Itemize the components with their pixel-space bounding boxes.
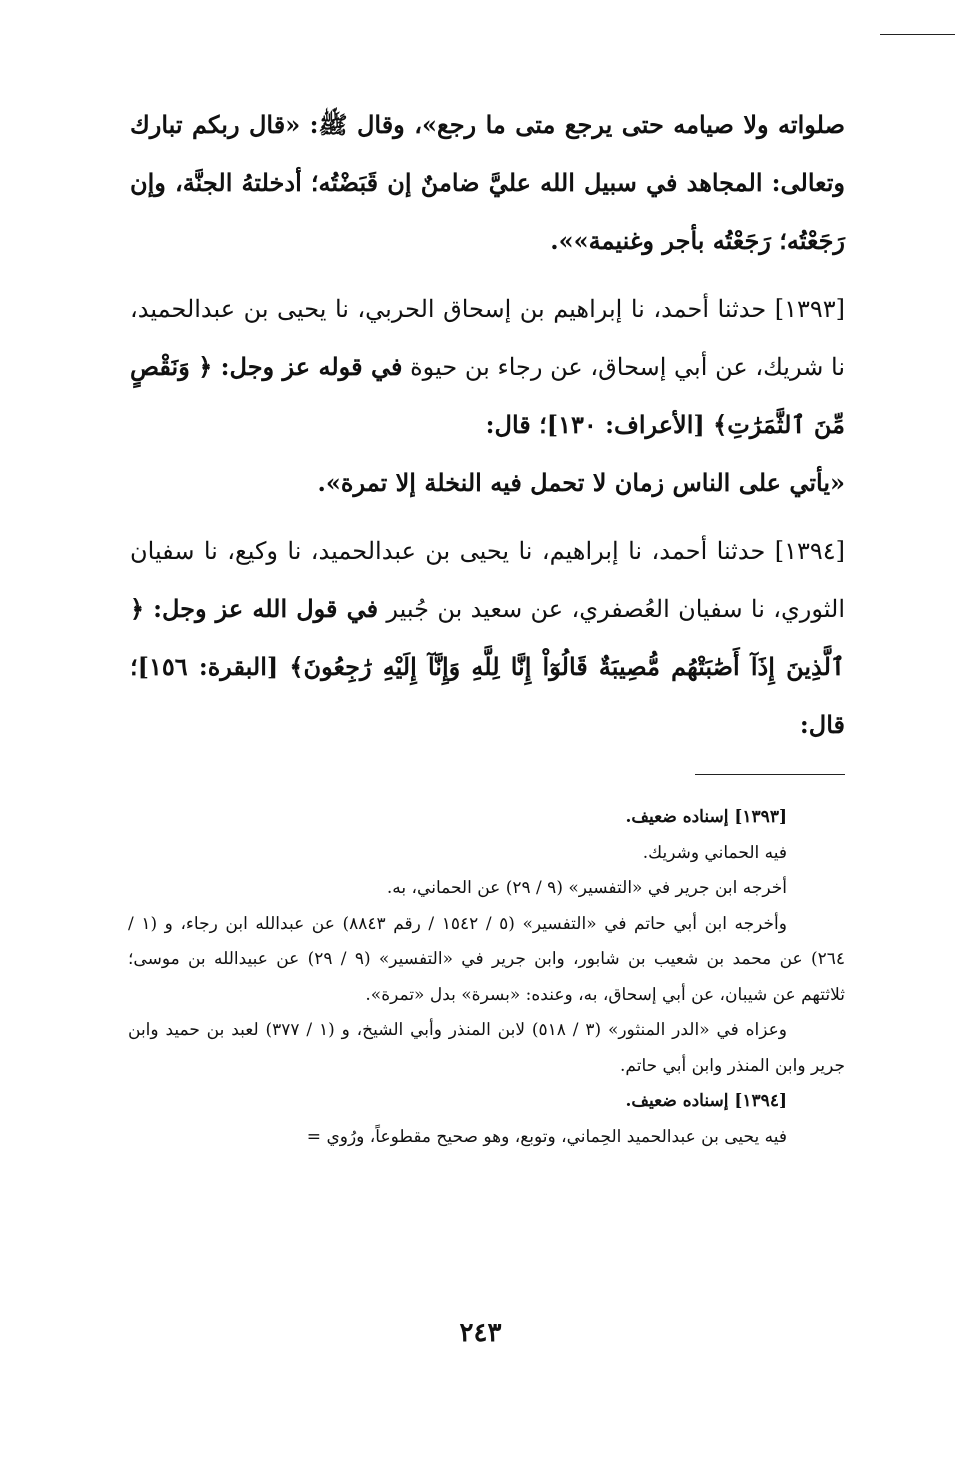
paragraph-1393-chain: [١٣٩٣] حدثنا أحمد، نا إبراهيم بن إسحاق الحربي، نا يحيى بن عبدالحميد، نا شريك، عن أبي إسحاق، عن رجاء بن حيوة bbox=[130, 295, 845, 381]
footnote-1394-heading: [١٣٩٤] إسناده ضعيف. bbox=[625, 1091, 787, 1111]
footnotes bbox=[128, 800, 845, 1155]
header-rule bbox=[880, 34, 955, 35]
footnote-1393-line: وأخرجه ابن أبي حاتم في «التفسير» (٥ / ١٥٤٢ / رقم ٨٨٤٣) عن عبدالله ابن رجاء، و (١ / ٢٦٤) عن محمد بن شعيب بن شابور، وابن جرير في «التفسير» (٩ / ٢٩) عن عبيدالله بن موسى؛ ثلاثتهم عن شيبان، عن أبي إسحاق، به، وعنده: «بسرة» بدل «تمرة». bbox=[128, 913, 845, 1005]
footnote-1393-line: وعزاه في «الدر المنثور» (٣ / ٥١٨) لابن المنذر وأبي الشيخ، و (١ / ٣٧٧) لعبد بن حميد وابن جرير وابن المنذر وابن أبي حاتم. bbox=[128, 1020, 845, 1076]
page-number: ٢٤٣ bbox=[459, 1318, 502, 1348]
footnote-1394-line: فيه يحيى بن عبدالحميد الحِماني، وتوبع، وهو صحيح مقطوعاً، ورُوي = bbox=[306, 1126, 787, 1147]
footnote-1393-line: أخرجه ابن جرير في «التفسير» (٩ / ٢٩) عن الحماني، به. bbox=[386, 878, 787, 898]
paragraph-1393-text: «يأتي على الناس زمان لا تحمل فيه النخلة إلا تمرة». bbox=[317, 468, 845, 497]
paragraph-hadith-continuation: صلواته ولا صيامه حتى يرجع متى ما رجع»، وقال ﷺ: «قال ربكم تبارك وتعالى: المجاهد في سبيل الله عليَّ ضامنٌ إن قَبَضْتُه؛ أدخلتهُ الجنَّة، وإن رَجَعْتُه؛ رَجَعْتُه بأجر وغنيمة»». bbox=[130, 110, 845, 255]
paragraph-1394 bbox=[130, 522, 845, 754]
main-text bbox=[130, 96, 845, 754]
paragraph-1394-verse: في قول الله عز وجل: ﴿ ٱلَّذِينَ إِذَآ أَصَٰبَتْهُم مُّصِيبَةٌ قَالُوٓاْ إِنَّا لِلَّهِ وَإِنَّآ إِلَيْهِ رَٰجِعُونَ﴾ [البقرة: ١٥٦]؛ قال: bbox=[130, 594, 845, 739]
footnote-1393-heading: [١٣٩٣] إسناده ضعيف. bbox=[625, 807, 787, 827]
paragraph-1394-chain: [١٣٩٤] حدثنا أحمد، نا إبراهيم، نا يحيى بن عبدالحميد، نا وكيع، نا سفيان الثوري، نا سفيان العُصفري، عن سعيد بن جُبير bbox=[130, 537, 845, 623]
paragraph-1393-verse: في قوله عز وجل: ﴿ وَنَقْصٍ مِّنَ ٱلثَّمَرَٰتِ﴾ [الأعراف: ١٣٠]؛ قال: bbox=[130, 352, 845, 439]
paragraph-1393 bbox=[130, 280, 845, 454]
footnote-rule bbox=[695, 774, 845, 775]
footnote-1393-line: فيه الحماني وشريك. bbox=[642, 842, 787, 863]
